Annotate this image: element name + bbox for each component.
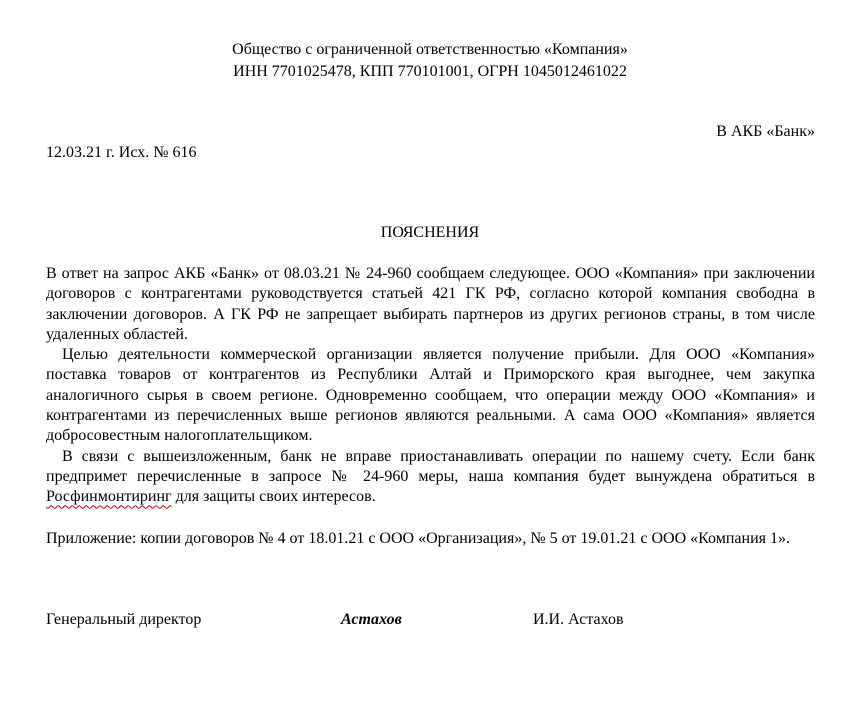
paragraph-1: В ответ на запрос АКБ «Банк» от 08.03.21 № 24-960 сообщаем следующее. ООО «Компания» при заключении договоров с контрагентами руководствуется статьей 421 ГК РФ, согласно которой компания свободна в заключении договоров. А ГК РФ не запрещает выбирать партнеров из других регионов страны, в том числе удаленных областей.	[46, 265, 815, 343]
paragraph-3	[46, 447, 815, 508]
paragraph-3-start: В связи с вышеизложенным, банк не вправе приостанавливать операции по нашему счету. Если банк предпримет перечисленные в запросе № 24-960 меры, наша компания будет вынуждена обратиться в	[46, 447, 815, 485]
paragraph-3-end: для защиты своих интересов.	[171, 488, 376, 506]
signatory-name: И.И. Астахов	[533, 611, 624, 628]
signatory-position: Генеральный директор	[46, 611, 202, 628]
company-name: Общество с ограниченной ответственностью «Компания»	[232, 41, 628, 58]
outgoing-reference: 12.03.21 г. Исх. № 616	[46, 144, 197, 161]
company-requisites: ИНН 7701025478, КПП 770101001, ОГРН 1045012461022	[233, 63, 627, 80]
attachment-note: Приложение: копии договоров № 4 от 18.01.21 с ООО «Организация», № 5 от 19.01.21 с ООО «Компания 1».	[46, 530, 790, 547]
spellcheck-marked-word: Росфинмонтиринг	[46, 488, 172, 506]
paragraph-2: Целью деятельности коммерческой организации является получение прибыли. Для ООО «Компания» поставка товаров от контрагентов из Республики Алтай и Приморского края выгоднее, чем закупка аналогичного сырья в своем регионе. Одновременно сообщаем, что операции между ООО «Компания» и контрагентами из перечисленных выше регионов являются реальными. А сама ООО «Компания» является добросовестным налогоплательщиком.	[46, 346, 815, 445]
handwritten-signature: Астахов	[341, 611, 402, 628]
document-body	[46, 264, 815, 508]
addressee: В АКБ «Банк»	[716, 123, 815, 140]
document-title: ПОЯСНЕНИЯ	[380, 224, 480, 241]
